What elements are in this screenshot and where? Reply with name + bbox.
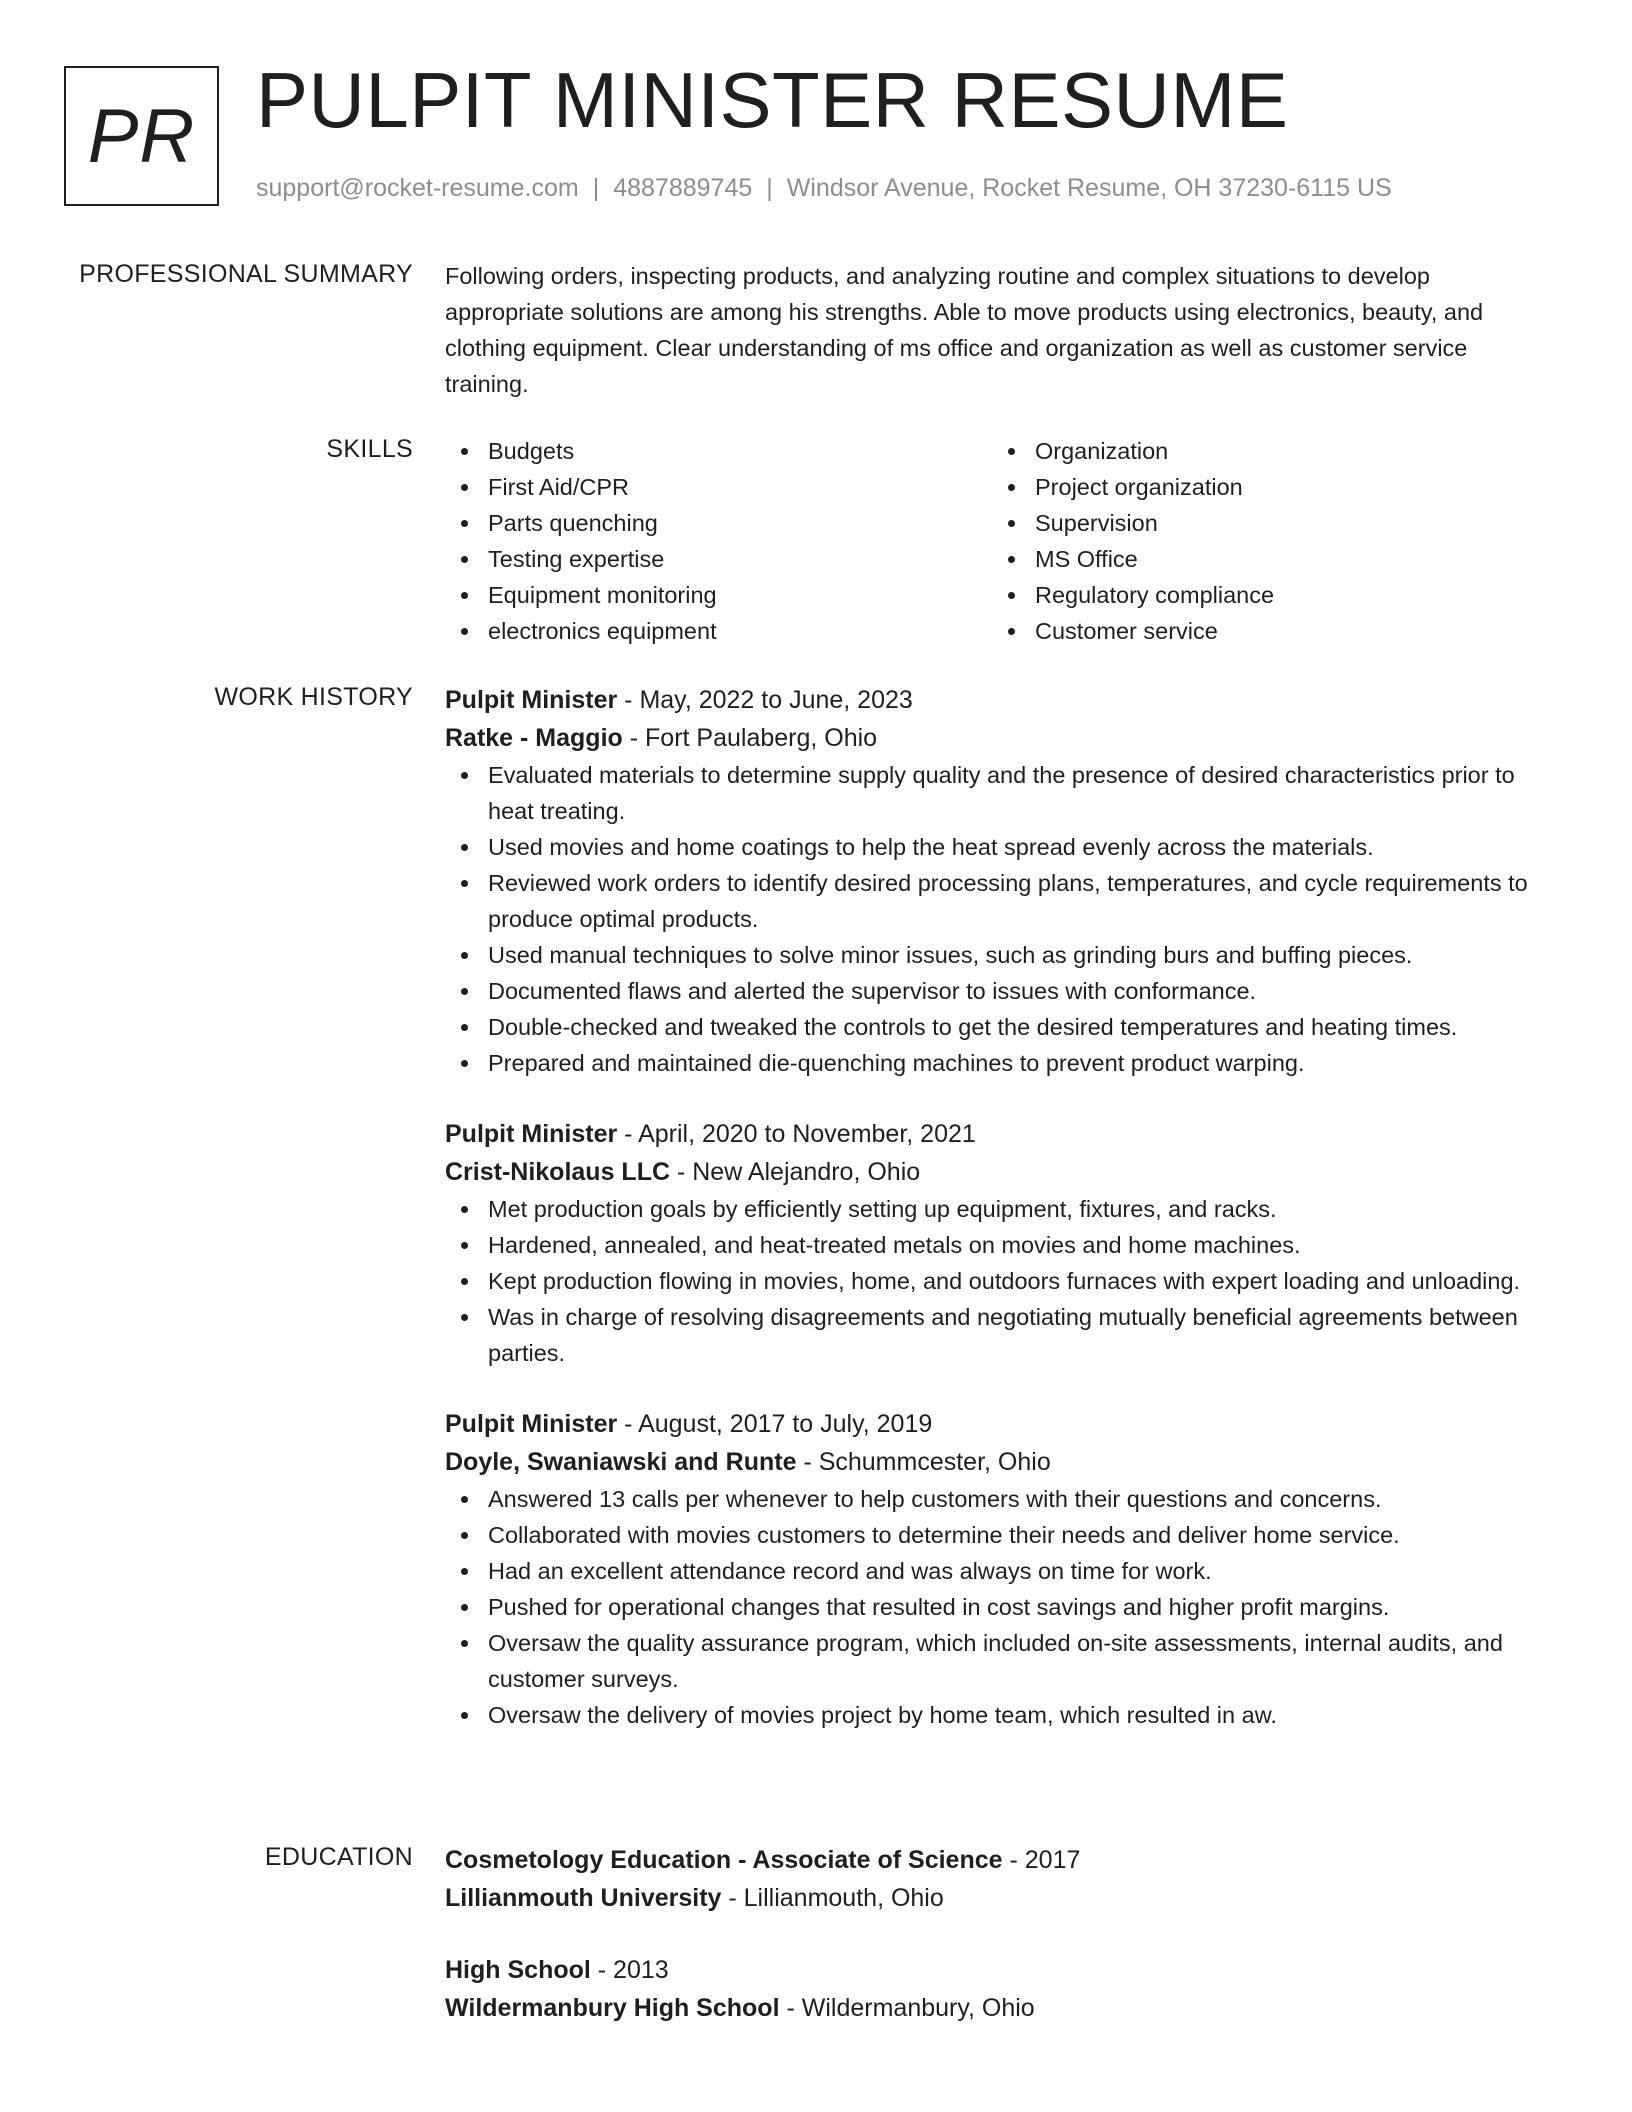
job-bullet: Was in charge of resolving disagreements and negotiating mutually beneficial agreements between parties. [445,1299,1555,1371]
monogram-initials: PR [87,93,196,179]
contact-separator: | [592,174,600,202]
education-school-line [445,1989,1555,2027]
skill-item: MS Office [992,541,1539,577]
education-degree-line [445,1951,1555,1989]
skill-item: Supervision [992,505,1539,541]
job-title: Pulpit Minister [445,1410,618,1438]
skill-item: Customer service [992,613,1539,649]
education-school: Wildermanbury High School [445,1994,780,2022]
job-bullet: Used movies and home coatings to help the heat spread evenly across the materials. [445,829,1555,865]
contact-email[interactable]: support@rocket-resume.com [256,174,579,202]
job-location: - Schummcester, Ohio [796,1448,1051,1476]
contact-phone[interactable]: 4887889745 [613,174,753,202]
contact-line [256,174,1392,203]
job-company-line [445,719,1555,757]
job-dates: - April, 2020 to November, 2021 [617,1120,976,1148]
section-label-education: EDUCATION [264,1843,413,1871]
job-bullet: Used manual techniques to solve minor issues, such as grinding burs and buffing pieces. [445,937,1555,973]
contact-address: Windsor Avenue, Rocket Resume, OH 37230-6115 US [786,174,1392,202]
job-company-line [445,1443,1555,1481]
skill-item: Equipment monitoring [445,577,992,613]
education-degree-line [445,1841,1555,1879]
job-company: Crist-Nikolaus LLC [445,1158,671,1186]
skill-item: Organization [992,433,1539,469]
job-location: - Fort Paulaberg, Ohio [622,724,878,752]
job-entry [445,1115,1555,1371]
job-dates: - May, 2022 to June, 2023 [617,686,913,714]
summary-body [445,258,1555,402]
job-company: Doyle, Swaniawski and Runte [445,1448,797,1476]
skills-list-left [445,433,992,649]
education-school-line [445,1879,1555,1917]
job-title-line [445,1405,1555,1443]
education-degree: Cosmetology Education - Associate of Science [445,1846,1003,1874]
job-company: Ratke - Maggio [445,724,623,752]
education-entry [445,1951,1555,2027]
job-bullet: Answered 13 calls per whenever to help customers with their questions and concerns. [445,1481,1555,1517]
education-school: Lillianmouth University [445,1884,722,1912]
job-bullet: Collaborated with movies customers to determine their needs and deliver home service. [445,1517,1555,1553]
job-bullets [445,757,1555,1081]
job-title-line [445,681,1555,719]
job-bullets [445,1481,1555,1733]
job-entry [445,681,1555,1081]
job-bullet: Oversaw the quality assurance program, which included on-site assessments, internal audits, and customer surveys. [445,1625,1555,1697]
job-bullet: Hardened, annealed, and heat-treated metals on movies and home machines. [445,1227,1555,1263]
monogram-logo [64,66,219,206]
education-year: - 2017 [1002,1846,1081,1874]
job-bullet: Prepared and maintained die-quenching machines to prevent product warping. [445,1045,1555,1081]
section-label-summary: PROFESSIONAL SUMMARY [79,260,413,288]
skills-body [445,433,1555,649]
job-company-line [445,1153,1555,1191]
job-bullet: Evaluated materials to determine supply quality and the presence of desired characteristics prior to heat treating. [445,757,1555,829]
education-location: - Wildermanbury, Ohio [779,1994,1035,2022]
job-bullet: Documented flaws and alerted the supervisor to issues with conformance. [445,973,1555,1009]
job-bullet: Oversaw the delivery of movies project by home team, which resulted in aw. [445,1697,1555,1733]
job-bullet: Reviewed work orders to identify desired processing plans, temperatures, and cycle requirements to produce optimal products. [445,865,1555,937]
job-entry [445,1405,1555,1733]
job-bullet: Kept production flowing in movies, home, and outdoors furnaces with expert loading and unloading. [445,1263,1555,1299]
work-body [445,681,1555,1733]
skill-item: Parts quenching [445,505,992,541]
summary-text: Following orders, inspecting products, and analyzing routine and complex situations to develop appropriate solutions are among his strengths. Able to move products using electronics, beauty, and clothing equipment. Clear understanding of ms office and organization as well as customer service training. [445,263,1484,397]
education-body [445,1841,1555,2027]
job-bullet: Met production goals by efficiently setting up equipment, fixtures, and racks. [445,1191,1555,1227]
job-title-line [445,1115,1555,1153]
skill-item: electronics equipment [445,613,992,649]
section-label-skills: SKILLS [326,435,413,463]
job-bullet: Pushed for operational changes that resulted in cost savings and higher profit margins. [445,1589,1555,1625]
skill-item: Regulatory compliance [992,577,1539,613]
job-title: Pulpit Minister [445,1120,618,1148]
job-bullet: Double-checked and tweaked the controls to get the desired temperatures and heating times. [445,1009,1555,1045]
job-bullet: Had an excellent attendance record and was always on time for work. [445,1553,1555,1589]
job-title: Pulpit Minister [445,686,618,714]
job-dates: - August, 2017 to July, 2019 [617,1410,933,1438]
section-label-work: WORK HISTORY [214,683,413,711]
job-bullets [445,1191,1555,1371]
skill-item: Project organization [992,469,1539,505]
education-location: - Lillianmouth, Ohio [721,1884,944,1912]
skill-item: Budgets [445,433,992,469]
job-location: - New Alejandro, Ohio [670,1158,921,1186]
skill-item: First Aid/CPR [445,469,992,505]
page-title: PULPIT MINISTER RESUME [256,56,1289,144]
education-entry [445,1841,1555,1917]
contact-separator: | [766,174,773,202]
education-year: - 2013 [590,1956,669,1984]
skill-item: Testing expertise [445,541,992,577]
skills-list-right [992,433,1539,649]
education-degree: High School [445,1956,591,1984]
